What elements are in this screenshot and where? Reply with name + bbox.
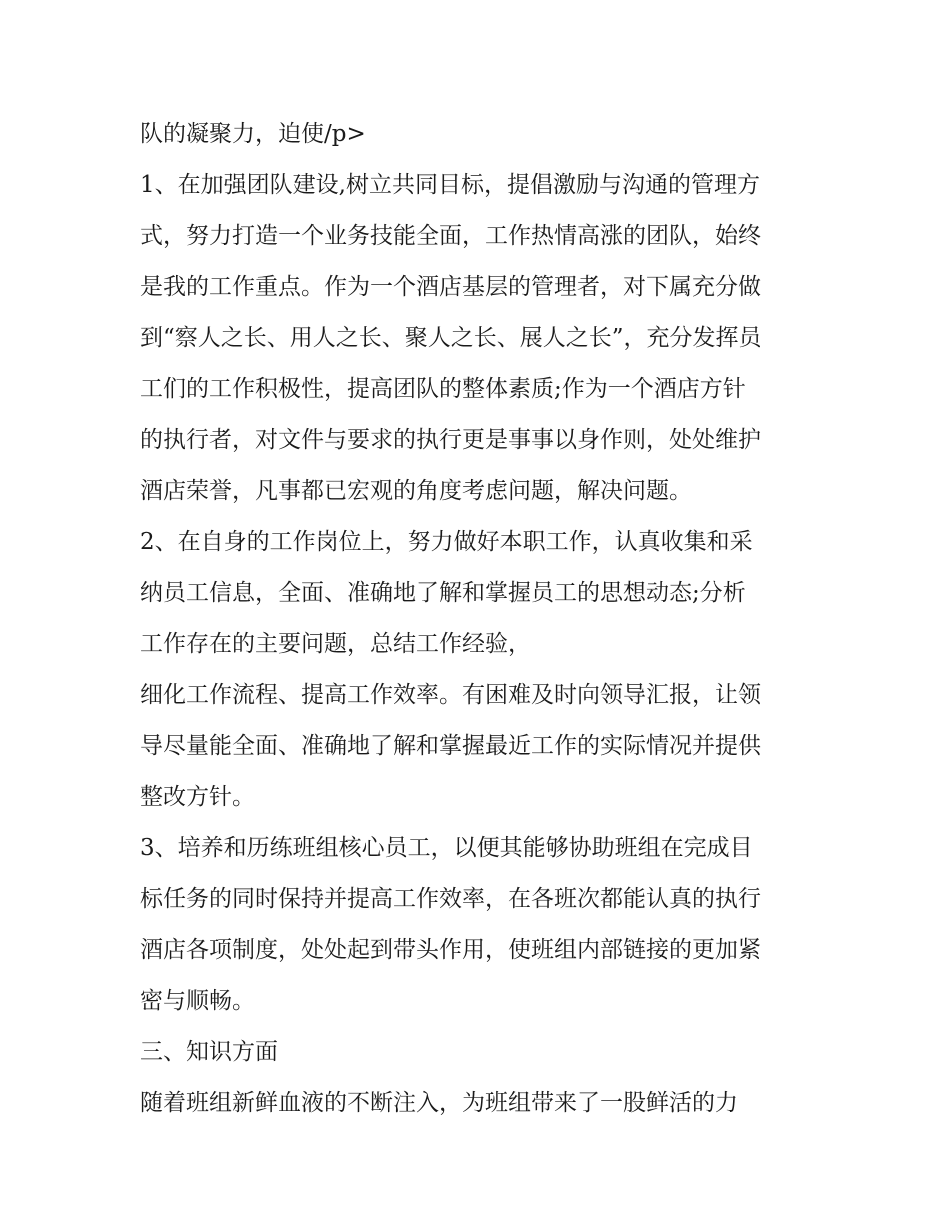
text-line: 随着班组新鲜血液的不断注入，为班组带来了一股鲜活的力 bbox=[140, 1090, 738, 1116]
text-line: 整改方针。 bbox=[140, 784, 255, 810]
text-line: 2、在自身的工作岗位上，努力做好本职工作，认真收集和采 bbox=[140, 529, 753, 555]
text-line: 工作存在的主要问题，总结工作经验， bbox=[140, 631, 531, 657]
section-heading: 三、知识方面 bbox=[140, 1039, 278, 1065]
text-line: 密与顺畅。 bbox=[140, 988, 255, 1014]
text-line: 式，努力打造一个业务技能全面，工作热情高涨的团队，始终 bbox=[140, 223, 761, 249]
text-line: 1、在加强团队建设,树立共同目标，提倡激励与沟通的管理方 bbox=[140, 172, 760, 198]
text-line: 工们的工作积极性，提高团队的整体素质;作为一个酒店方针 bbox=[140, 376, 746, 402]
text-line: 到“察人之长、用人之长、聚人之长、展人之长”，充分发挥员 bbox=[140, 325, 762, 351]
text-line: 的执行者，对文件与要求的执行更是事事以身作则，处处维护 bbox=[140, 427, 761, 453]
text-line: 酒店各项制度，处处起到带头作用，使班组内部链接的更加紧 bbox=[140, 937, 761, 963]
text-line: 酒店荣誉，凡事都已宏观的角度考虑问题，解决问题。 bbox=[140, 478, 692, 504]
document-body bbox=[140, 109, 820, 1129]
text-line: 队的凝聚力，迫使/p> bbox=[140, 121, 366, 147]
text-line: 细化工作流程、提高工作效率。有困难及时向领导汇报，让领 bbox=[140, 682, 761, 708]
text-line: 3、培养和历练班组核心员工，以便其能够协助班组在完成目 bbox=[140, 835, 753, 861]
text-line: 纳员工信息，全面、准确地了解和掌握员工的思想动态;分析 bbox=[140, 580, 746, 606]
text-line: 导尽量能全面、准确地了解和掌握最近工作的实际情况并提供 bbox=[140, 733, 761, 759]
text-line: 是我的工作重点。作为一个酒店基层的管理者，对下属充分做 bbox=[140, 274, 761, 300]
text-line: 标任务的同时保持并提高工作效率，在各班次都能认真的执行 bbox=[140, 886, 761, 912]
